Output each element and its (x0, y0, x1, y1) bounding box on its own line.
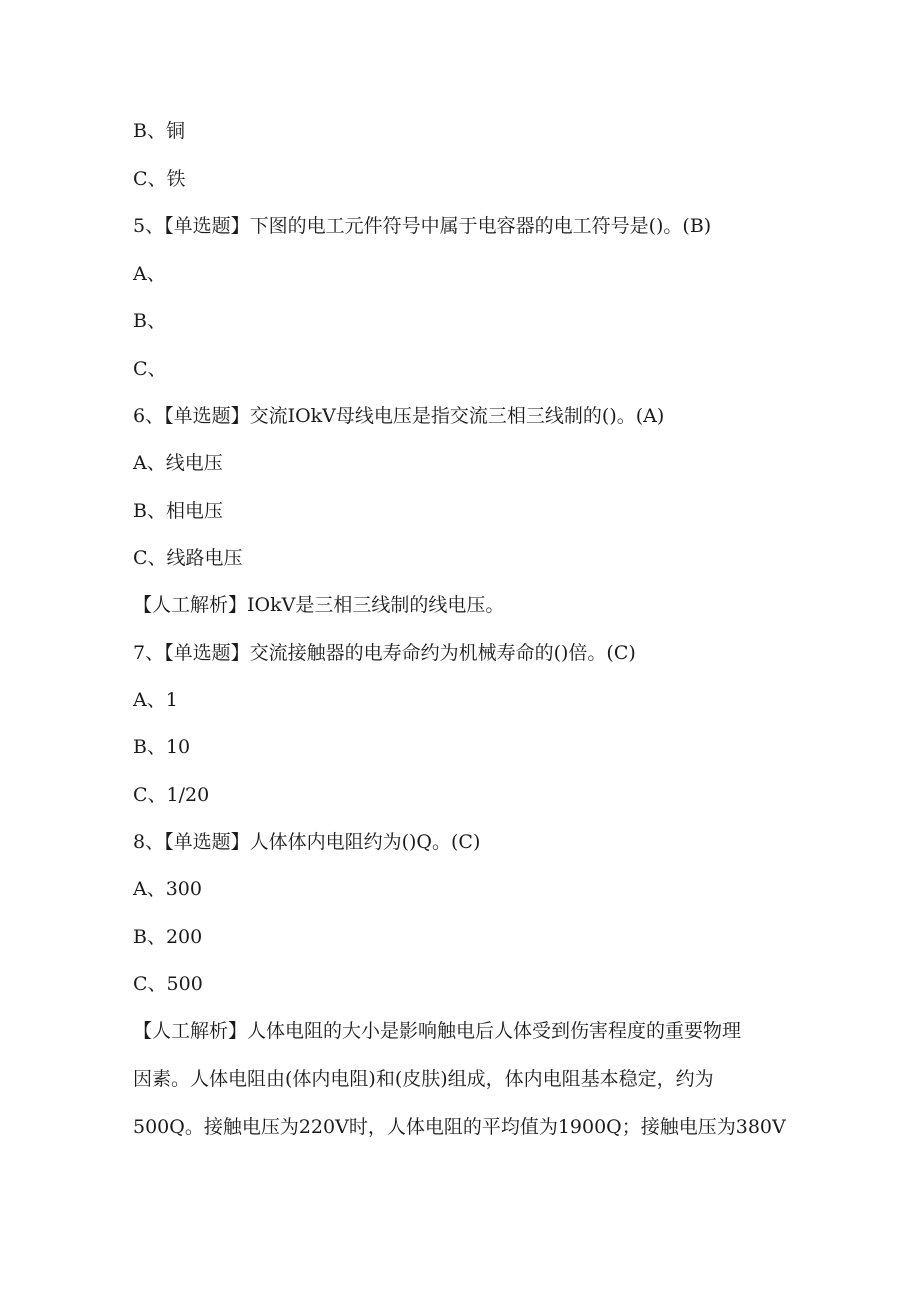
option-a-q5: A、 (133, 263, 166, 285)
question-8: 8、【单选题】人体体内电阻约为()Q。(C) (133, 831, 481, 853)
option-b-q8: B、200 (133, 926, 203, 948)
analysis-q8 (133, 1019, 793, 1163)
option-c-q5: C、 (133, 358, 167, 380)
option-b-q4: B、铜 (133, 120, 185, 142)
option-c-q8: C、500 (133, 973, 203, 995)
option-b-q6: B、相电压 (133, 500, 223, 522)
option-a-q8: A、300 (133, 878, 202, 900)
option-b-q7: B、10 (133, 736, 191, 758)
question-5: 5、【单选题】下图的电工元件符号中属于电容器的电工符号是()。(B) (133, 215, 712, 237)
option-c-q7: C、1/20 (133, 784, 210, 806)
option-c-q6: C、线路电压 (133, 547, 243, 569)
question-7: 7、【单选题】交流接触器的电寿命约为机械寿命的()倍。(C) (133, 642, 636, 664)
option-b-q5: B、 (133, 310, 166, 332)
analysis-q8-line-3: 500Q。接触电压为220V时，人体电阻的平均值为1900Q；接触电压为380V (133, 1116, 786, 1138)
option-a-q7: A、1 (133, 689, 178, 711)
question-6: 6、【单选题】交流IOkV母线电压是指交流三相三线制的()。(A) (133, 405, 665, 427)
analysis-q8-line-2: 因素。人体电阻由(体内电阻)和(皮肤)组成，体内电阻基本稳定，约为 (133, 1068, 714, 1090)
analysis-q8-line-1: 【人工解析】人体电阻的大小是影响触电后人体受到伤害程度的重要物理 (133, 1020, 742, 1042)
option-a-q6: A、线电压 (133, 452, 223, 474)
option-c-q4: C、铁 (133, 168, 186, 190)
analysis-q6: 【人工解析】IOkV是三相三线制的线电压。 (133, 594, 505, 616)
